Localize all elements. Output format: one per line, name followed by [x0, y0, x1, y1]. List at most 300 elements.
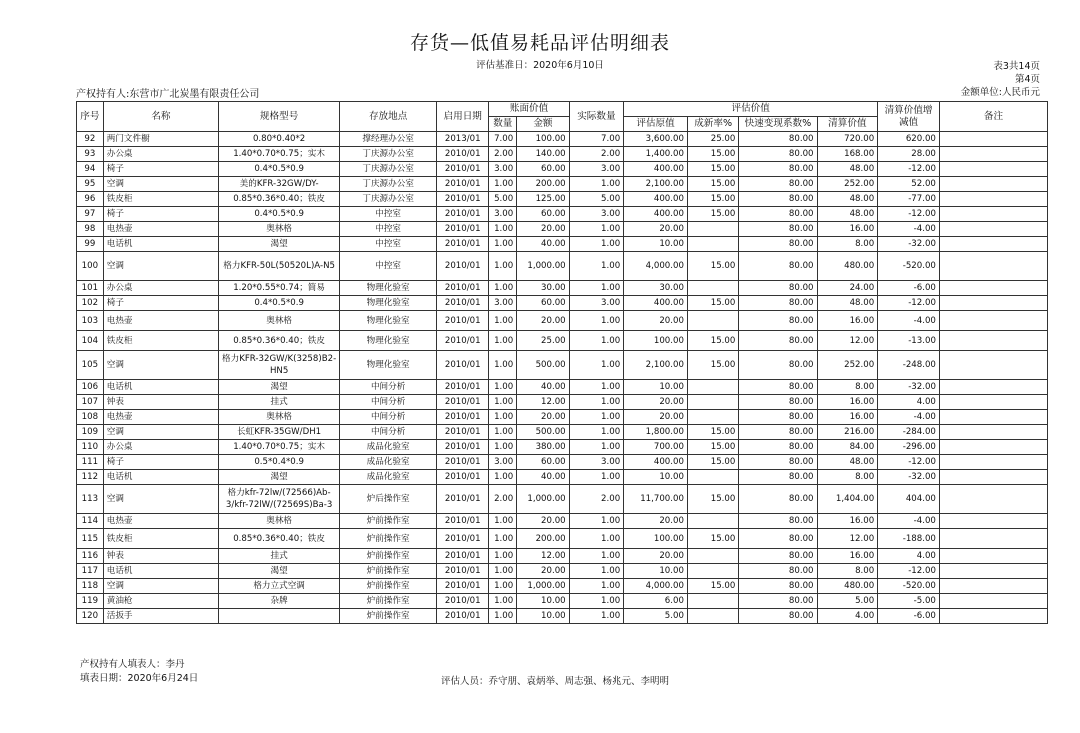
table-row — [77, 252, 1048, 281]
table-cell: 成品化验室 — [340, 455, 437, 470]
table-cell: 2010/01 — [436, 609, 488, 624]
table-cell: -6.00 — [878, 609, 940, 624]
table-cell: 1.00 — [569, 395, 624, 410]
table-cell: 80.00 — [739, 281, 817, 296]
table-cell: 116 — [77, 549, 104, 564]
table-cell: 2013/01 — [436, 132, 488, 147]
table-cell: 400.00 — [624, 455, 688, 470]
table-cell: 720.00 — [817, 132, 878, 147]
table-cell: 2.00 — [489, 147, 517, 162]
table-cell: 10.00 — [517, 609, 569, 624]
table-cell: 中控室 — [340, 207, 437, 222]
table-cell: 98 — [77, 222, 104, 237]
table-cell: 中控室 — [340, 252, 437, 281]
table-cell-note — [939, 177, 1047, 192]
table-cell: 1,000.00 — [517, 252, 569, 281]
table-cell — [687, 237, 738, 252]
table-cell: 1.00 — [569, 380, 624, 395]
table-cell: 3.00 — [569, 207, 624, 222]
table-row — [77, 485, 1048, 514]
table-cell: 95 — [77, 177, 104, 192]
table-cell: -4.00 — [878, 410, 940, 425]
table-cell: 119 — [77, 594, 104, 609]
table-cell: 99 — [77, 237, 104, 252]
table-cell: 3,600.00 — [624, 132, 688, 147]
table-cell: 1.00 — [569, 311, 624, 331]
table-cell: 107 — [77, 395, 104, 410]
table-row — [77, 470, 1048, 485]
table-cell: 丁庆源办公室 — [340, 177, 437, 192]
table-cell: 渴望 — [218, 380, 339, 395]
table-cell: 15.00 — [687, 192, 738, 207]
table-cell: 1,400.00 — [624, 147, 688, 162]
table-cell: -4.00 — [878, 514, 940, 529]
table-cell-note — [939, 514, 1047, 529]
table-cell — [687, 410, 738, 425]
table-cell: 2,100.00 — [624, 351, 688, 380]
table-cell: 0.4*0.5*0.9 — [218, 207, 339, 222]
table-cell: 1.00 — [569, 351, 624, 380]
table-cell — [687, 222, 738, 237]
table-cell: 112 — [77, 470, 104, 485]
table-cell-note — [939, 395, 1047, 410]
table-cell: 400.00 — [624, 296, 688, 311]
table-cell: 15.00 — [687, 455, 738, 470]
table-cell: 96 — [77, 192, 104, 207]
table-cell: 2010/01 — [436, 380, 488, 395]
table-cell: 1.00 — [489, 351, 517, 380]
table-cell: 113 — [77, 485, 104, 514]
table-row — [77, 147, 1048, 162]
table-cell: 1.00 — [489, 564, 517, 579]
table-cell: 0.4*0.5*0.9 — [218, 162, 339, 177]
table-cell: 2010/01 — [436, 177, 488, 192]
table-cell: 铁皮柜 — [103, 192, 218, 207]
table-cell: 1.00 — [489, 579, 517, 594]
table-cell: 110 — [77, 440, 104, 455]
table-cell: 252.00 — [817, 177, 878, 192]
table-cell: 1.00 — [489, 177, 517, 192]
table-cell-note — [939, 296, 1047, 311]
table-cell: 1.00 — [489, 425, 517, 440]
table-cell-note — [939, 579, 1047, 594]
table-cell: 15.00 — [687, 529, 738, 549]
table-cell-note — [939, 192, 1047, 207]
table-cell: 4.00 — [878, 395, 940, 410]
table-row — [77, 311, 1048, 331]
header-spec: 规格型号 — [218, 102, 339, 132]
table-cell: 100.00 — [624, 331, 688, 351]
table-cell-note — [939, 281, 1047, 296]
table-cell: 80.00 — [739, 351, 817, 380]
table-row — [77, 162, 1048, 177]
table-cell: 94 — [77, 162, 104, 177]
table-cell-note — [939, 147, 1047, 162]
page-info — [961, 60, 1040, 99]
table-cell: 15.00 — [687, 252, 738, 281]
table-cell: 电话机 — [103, 380, 218, 395]
table-cell: 1.00 — [489, 410, 517, 425]
table-cell: 渴望 — [218, 564, 339, 579]
table-cell: 120 — [77, 609, 104, 624]
table-cell: 3.00 — [489, 207, 517, 222]
table-cell: 1.00 — [569, 529, 624, 549]
filler-label: 产权持有人填表人：李丹 — [80, 659, 185, 670]
table-cell: 80.00 — [739, 237, 817, 252]
table-cell-note — [939, 549, 1047, 564]
table-cell: 12.00 — [517, 395, 569, 410]
table-cell: 8.00 — [817, 564, 878, 579]
table-cell: 20.00 — [624, 514, 688, 529]
table-cell: 2010/01 — [436, 331, 488, 351]
table-cell: 4,000.00 — [624, 252, 688, 281]
table-cell: -5.00 — [878, 594, 940, 609]
table-cell: 20.00 — [517, 311, 569, 331]
table-cell: 80.00 — [739, 455, 817, 470]
table-cell: 80.00 — [739, 395, 817, 410]
table-cell: 100 — [77, 252, 104, 281]
table-cell: 15.00 — [687, 296, 738, 311]
table-cell: 中间分析 — [340, 410, 437, 425]
table-cell: 125.00 — [517, 192, 569, 207]
table-cell: 挂式 — [218, 549, 339, 564]
table-cell: 1.00 — [569, 609, 624, 624]
table-row — [77, 455, 1048, 470]
header-seq: 序号 — [77, 102, 104, 132]
table-row — [77, 132, 1048, 147]
table-cell: 2010/01 — [436, 514, 488, 529]
table-row — [77, 514, 1048, 529]
table-cell: 2010/01 — [436, 252, 488, 281]
table-cell: 3.00 — [569, 296, 624, 311]
table-cell: 5.00 — [624, 609, 688, 624]
table-cell: 2010/01 — [436, 425, 488, 440]
table-cell: 成品化验室 — [340, 470, 437, 485]
table-cell: 炉前操作室 — [340, 529, 437, 549]
table-cell: 80.00 — [739, 440, 817, 455]
table-cell: 物理化验室 — [340, 311, 437, 331]
table-cell: -77.00 — [878, 192, 940, 207]
table-cell: 3.00 — [489, 162, 517, 177]
table-cell: 中控室 — [340, 222, 437, 237]
table-cell: 16.00 — [817, 395, 878, 410]
header-liq: 清算价值 — [817, 117, 878, 132]
table-cell: 15.00 — [687, 207, 738, 222]
table-cell: 5.00 — [569, 192, 624, 207]
header-note: 备注 — [939, 102, 1047, 132]
table-cell: 105 — [77, 351, 104, 380]
table-cell: 1.00 — [489, 440, 517, 455]
table-cell: 6.00 — [624, 594, 688, 609]
table-cell: 80.00 — [739, 425, 817, 440]
base-date: 评估基准日：2020年6月10日 — [476, 60, 604, 71]
table-cell: 1.00 — [489, 331, 517, 351]
table-cell: 1.00 — [569, 177, 624, 192]
table-cell: 10.00 — [624, 470, 688, 485]
table-cell: -12.00 — [878, 455, 940, 470]
table-cell: 500.00 — [517, 425, 569, 440]
table-cell: 80.00 — [739, 380, 817, 395]
table-cell: 电热壶 — [103, 514, 218, 529]
table-cell: 20.00 — [624, 311, 688, 331]
table-row — [77, 192, 1048, 207]
valuation-table — [76, 101, 1048, 624]
table-cell: 1.00 — [489, 470, 517, 485]
table-cell: 48.00 — [817, 455, 878, 470]
table-cell: 1.00 — [569, 470, 624, 485]
table-cell: 80.00 — [739, 207, 817, 222]
table-cell: 渴望 — [218, 470, 339, 485]
table-cell: 炉前操作室 — [340, 564, 437, 579]
table-cell: 25.00 — [687, 132, 738, 147]
table-cell: 10.00 — [517, 594, 569, 609]
table-cell: 20.00 — [624, 395, 688, 410]
table-cell: 1.00 — [569, 237, 624, 252]
table-cell: 丁庆源办公室 — [340, 162, 437, 177]
table-cell: 2010/01 — [436, 410, 488, 425]
table-cell: 空调 — [103, 351, 218, 380]
table-cell: 铁皮柜 — [103, 529, 218, 549]
table-cell: 椅子 — [103, 162, 218, 177]
table-cell: 炉前操作室 — [340, 594, 437, 609]
table-cell: 3.00 — [489, 455, 517, 470]
table-cell: 109 — [77, 425, 104, 440]
table-row — [77, 237, 1048, 252]
table-cell: 93 — [77, 147, 104, 162]
table-cell: 铁皮柜 — [103, 331, 218, 351]
table-cell: 电热壶 — [103, 222, 218, 237]
table-cell: 两门文件橱 — [103, 132, 218, 147]
table-cell: 15.00 — [687, 579, 738, 594]
table-row — [77, 222, 1048, 237]
table-cell: 1.00 — [489, 395, 517, 410]
holder-label: 产权持有人:东营市广北炭墨有限责任公司 — [76, 89, 260, 100]
table-cell — [687, 564, 738, 579]
table-cell: 成品化验室 — [340, 440, 437, 455]
table-cell: 48.00 — [817, 207, 878, 222]
table-cell: 400.00 — [624, 207, 688, 222]
table-cell: 4.00 — [817, 609, 878, 624]
table-cell: 1,000.00 — [517, 579, 569, 594]
table-cell — [687, 549, 738, 564]
currency-unit: 金额单位:人民币元 — [960, 87, 1040, 98]
table-cell: 5.00 — [817, 594, 878, 609]
table-cell: 380.00 — [517, 440, 569, 455]
table-cell: 52.00 — [878, 177, 940, 192]
table-cell — [218, 609, 339, 624]
table-cell-note — [939, 252, 1047, 281]
table-cell — [687, 311, 738, 331]
table-cell: 2010/01 — [436, 192, 488, 207]
table-cell: 25.00 — [517, 331, 569, 351]
table-body — [77, 132, 1048, 624]
table-cell-note — [939, 410, 1047, 425]
table-cell: 117 — [77, 564, 104, 579]
table-cell: 3.00 — [569, 162, 624, 177]
table-cell-note — [939, 564, 1047, 579]
table-cell: 100.00 — [517, 132, 569, 147]
table-cell: 奥林格 — [218, 311, 339, 331]
table-cell: 1.00 — [489, 222, 517, 237]
table-row — [77, 351, 1048, 380]
table-cell: 中间分析 — [340, 425, 437, 440]
table-cell: 700.00 — [624, 440, 688, 455]
table-cell: 1.20*0.55*0.74；简易 — [218, 281, 339, 296]
table-cell: 20.00 — [517, 222, 569, 237]
table-cell: 7.00 — [489, 132, 517, 147]
table-row — [77, 594, 1048, 609]
table-cell: 100.00 — [624, 529, 688, 549]
table-cell: -248.00 — [878, 351, 940, 380]
table-row — [77, 609, 1048, 624]
table-cell: 钟表 — [103, 549, 218, 564]
table-cell: 2010/01 — [436, 162, 488, 177]
table-cell: 15.00 — [687, 162, 738, 177]
table-row — [77, 440, 1048, 455]
table-cell: 空调 — [103, 579, 218, 594]
table-cell-note — [939, 207, 1047, 222]
table-cell: -4.00 — [878, 222, 940, 237]
table-cell: 空调 — [103, 485, 218, 514]
table-cell: 炉前操作室 — [340, 514, 437, 529]
table-cell: 格力KFR-50L(50520L)A-N5 — [218, 252, 339, 281]
table-cell: 电话机 — [103, 470, 218, 485]
header-eval-value: 评估价值 — [624, 102, 878, 117]
table-cell: 40.00 — [517, 470, 569, 485]
table-cell: 7.00 — [569, 132, 624, 147]
table-cell: 40.00 — [517, 380, 569, 395]
table-cell: -32.00 — [878, 237, 940, 252]
table-row — [77, 425, 1048, 440]
table-cell: 60.00 — [517, 296, 569, 311]
table-cell: 40.00 — [517, 237, 569, 252]
table-cell: 椅子 — [103, 207, 218, 222]
table-cell: 丁庆源办公室 — [340, 147, 437, 162]
table-cell — [687, 281, 738, 296]
table-cell: 1.00 — [569, 564, 624, 579]
table-cell: 480.00 — [817, 579, 878, 594]
table-cell: 美的KFR-32GW/DY- — [218, 177, 339, 192]
table-cell: 16.00 — [817, 222, 878, 237]
table-cell: 电话机 — [103, 564, 218, 579]
table-cell: 108 — [77, 410, 104, 425]
table-cell: 2010/01 — [436, 455, 488, 470]
table-cell: 80.00 — [739, 192, 817, 207]
table-cell: 中控室 — [340, 237, 437, 252]
table-cell: 2010/01 — [436, 222, 488, 237]
table-cell: -12.00 — [878, 162, 940, 177]
table-cell: 2010/01 — [436, 579, 488, 594]
table-cell: -12.00 — [878, 207, 940, 222]
table-cell: 1.00 — [489, 311, 517, 331]
table-cell: 101 — [77, 281, 104, 296]
table-cell: 0.80*0.40*2 — [218, 132, 339, 147]
table-cell: 620.00 — [878, 132, 940, 147]
table-cell: 97 — [77, 207, 104, 222]
table-cell: -520.00 — [878, 579, 940, 594]
table-cell: 0.85*0.36*0.40；铁皮 — [218, 529, 339, 549]
table-row — [77, 207, 1048, 222]
table-cell: 80.00 — [739, 594, 817, 609]
table-cell: 中间分析 — [340, 380, 437, 395]
table-cell: 丁庆源办公室 — [340, 192, 437, 207]
table-cell: 2.00 — [569, 147, 624, 162]
table-cell-note — [939, 311, 1047, 331]
table-cell: 炉前操作室 — [340, 579, 437, 594]
table-cell: 1.00 — [569, 579, 624, 594]
table-cell: 2010/01 — [436, 207, 488, 222]
table-cell: 1,800.00 — [624, 425, 688, 440]
table-cell: 2010/01 — [436, 564, 488, 579]
table-cell: 102 — [77, 296, 104, 311]
table-row — [77, 529, 1048, 549]
header-book-value: 账面价值 — [489, 102, 569, 117]
table-cell: 8.00 — [817, 237, 878, 252]
table-cell: 3.00 — [569, 455, 624, 470]
table-row — [77, 380, 1048, 395]
table-cell: 20.00 — [517, 564, 569, 579]
table-cell: 168.00 — [817, 147, 878, 162]
table-cell: 4,000.00 — [624, 579, 688, 594]
table-cell: 1,404.00 — [817, 485, 878, 514]
table-cell: 12.00 — [817, 331, 878, 351]
table-cell: 20.00 — [517, 514, 569, 529]
table-cell: 1.00 — [569, 514, 624, 529]
table-cell: 1.00 — [569, 549, 624, 564]
page-total: 表3共14页 — [993, 61, 1040, 72]
table-cell: 1.00 — [489, 252, 517, 281]
table-cell: 钟表 — [103, 395, 218, 410]
table-cell: 椅子 — [103, 455, 218, 470]
table-cell-note — [939, 440, 1047, 455]
header-amount: 金额 — [517, 117, 569, 132]
table-cell: 奥林格 — [218, 514, 339, 529]
table-cell: 8.00 — [817, 470, 878, 485]
table-cell: 106 — [77, 380, 104, 395]
table-cell: 0.85*0.36*0.40；铁皮 — [218, 331, 339, 351]
table-cell: 炉后操作室 — [340, 485, 437, 514]
table-cell: 0.4*0.5*0.9 — [218, 296, 339, 311]
table-row — [77, 564, 1048, 579]
page-title: 存货—低值易耗品评估明细表 — [409, 32, 670, 54]
table-cell: 10.00 — [624, 237, 688, 252]
table-cell: 格力kfr-72lw/(72566)Ab-3/kfr-72lW/(72569S)Ba-3 — [218, 485, 339, 514]
header-name: 名称 — [103, 102, 218, 132]
table-cell: 16.00 — [817, 311, 878, 331]
table-cell: 80.00 — [739, 222, 817, 237]
table-cell — [687, 395, 738, 410]
table-cell: 12.00 — [517, 549, 569, 564]
table-cell-note — [939, 237, 1047, 252]
table-cell: -4.00 — [878, 311, 940, 331]
table-cell: 400.00 — [624, 192, 688, 207]
table-cell: 1.00 — [489, 594, 517, 609]
table-cell: 80.00 — [739, 564, 817, 579]
table-cell-note — [939, 485, 1047, 514]
table-cell: 84.00 — [817, 440, 878, 455]
table-row — [77, 177, 1048, 192]
table-cell: 10.00 — [624, 380, 688, 395]
table-cell: 黄油枪 — [103, 594, 218, 609]
header-actual-qty: 实际数量 — [569, 102, 624, 132]
table-cell-note — [939, 331, 1047, 351]
header-diff: 清算价值增减值 — [878, 102, 940, 132]
header-location: 存放地点 — [340, 102, 437, 132]
header-rate: 成新率% — [687, 117, 738, 132]
table-cell: 电热壶 — [103, 311, 218, 331]
table-cell: 物理化验室 — [340, 331, 437, 351]
table-cell: 16.00 — [817, 514, 878, 529]
